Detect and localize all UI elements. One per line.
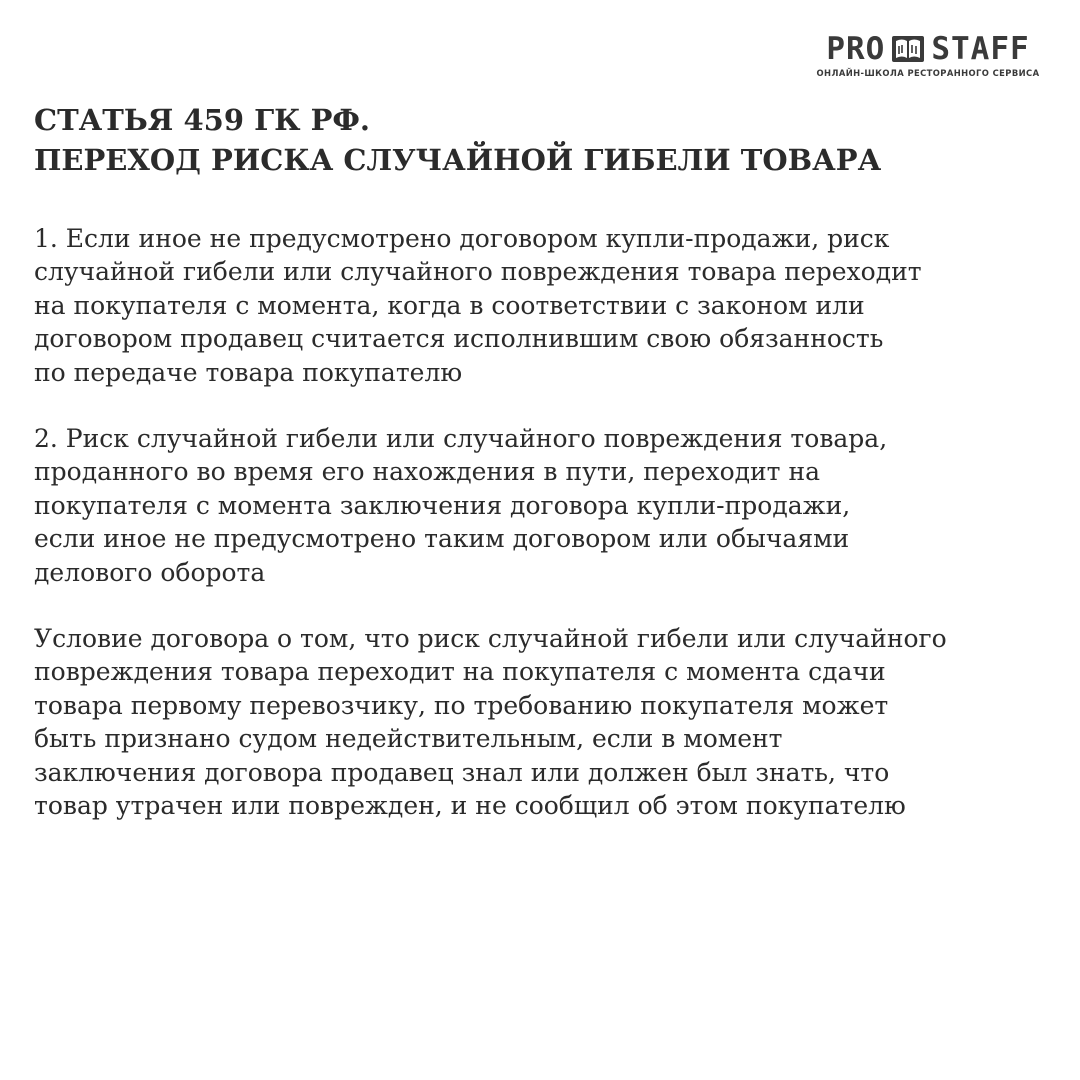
text-line: заключения договора продавец знал или должен был знать, что: [34, 757, 890, 787]
text-line: Условие договора о том, что риск случайной гибели или случайного: [34, 624, 947, 654]
paragraph-3: [34, 622, 1064, 822]
logo-wordmark: [802, 32, 1054, 66]
text-line: если иное не предусмотрено таким договором или обычаями: [34, 524, 850, 554]
paragraph-1: [34, 222, 1064, 389]
text-line: случайной гибели или случайного повреждения товара переходит: [34, 257, 922, 287]
brand-logo: [802, 32, 1054, 78]
text-line: проданного во время его нахождения в пути, переходит на: [34, 457, 821, 487]
text-line: 2. Риск случайной гибели или случайного повреждения товара,: [34, 424, 888, 454]
title-line-1: СТАТЬЯ 459 ГК РФ.: [34, 103, 371, 137]
book-icon: [891, 34, 925, 64]
page-title: [34, 100, 881, 180]
text-line: 1. Если иное не предусмотрено договором купли-продажи, риск: [34, 224, 890, 253]
title-line-2: ПЕРЕХОД РИСКА СЛУЧАЙНОЙ ГИБЕЛИ ТОВАРА: [34, 143, 882, 177]
text-line: на покупателя с момента, когда в соответствии с законом или: [34, 290, 865, 320]
logo-brand-right: STAFF: [931, 31, 1030, 67]
text-line: повреждения товара переходит на покупателя с момента сдачи: [34, 657, 886, 687]
text-line: покупателя с момента заключения договора купли-продажи,: [34, 490, 851, 520]
text-line: договором продавец считается исполнившим свою обязанность: [34, 324, 884, 354]
text-line: товара первому перевозчику, по требованию покупателя может: [34, 690, 889, 720]
logo-tagline: ОНЛАЙН-ШКОЛА РЕСТОРАННОГО СЕРВИСА: [816, 68, 1040, 78]
logo-brand-left: PRO: [826, 31, 886, 67]
text-line: по передаче товара покупателю: [34, 357, 463, 387]
paragraph-2: [34, 422, 1064, 589]
article-body: [34, 222, 1064, 856]
text-line: товар утрачен или поврежден, и не сообщил об этом покупателю: [34, 791, 906, 821]
text-line: делового оборота: [34, 557, 266, 587]
text-line: быть признано судом недействительным, если в момент: [34, 724, 783, 754]
